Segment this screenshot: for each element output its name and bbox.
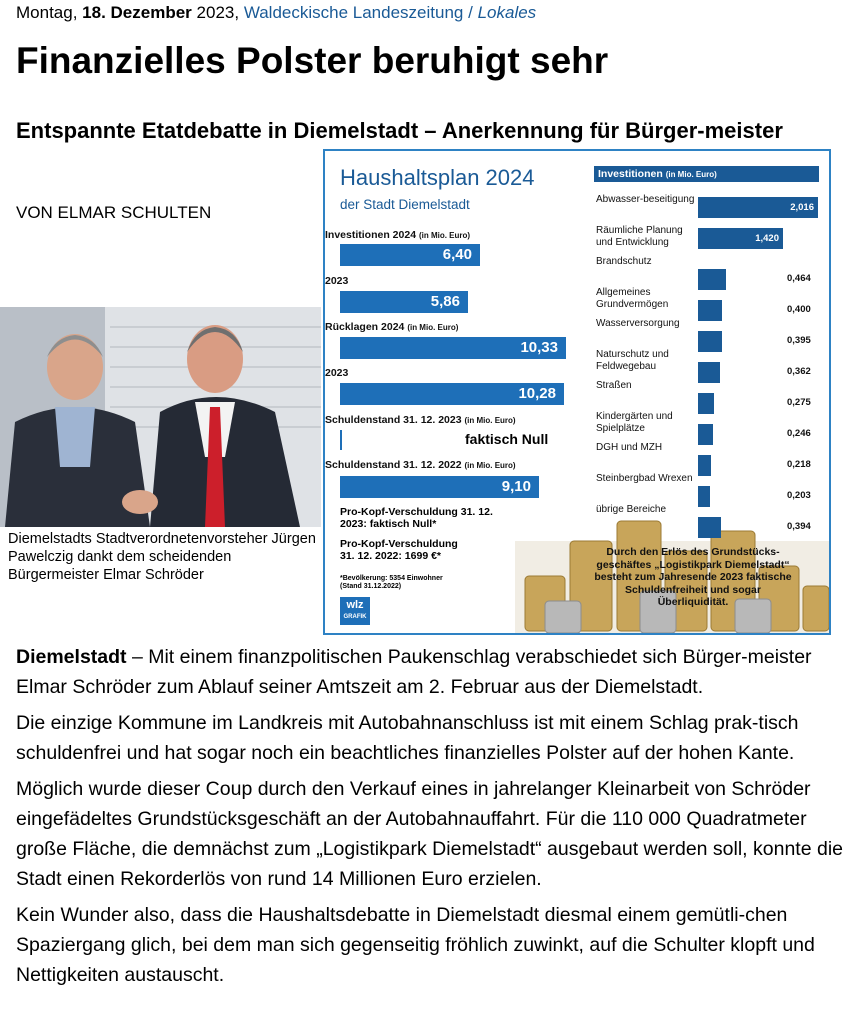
investment-category-label: DGH und MZH (596, 442, 663, 453)
graphic-subtitle: der Stadt Diemelstadt (340, 197, 470, 212)
dateline (16, 3, 536, 23)
label-ruecklagen-2023: 2023 (325, 367, 349, 379)
investment-value-label: 0,394 (787, 521, 811, 532)
investment-category-label: Naturschutz und Feldwegebau (596, 349, 669, 372)
investment-value-label: 0,275 (787, 397, 811, 408)
headline: Finanzielles Polster beruhigt sehr (16, 40, 609, 81)
dateline-weekday: Montag, (16, 3, 78, 22)
label-ruecklagen-2024: Rücklagen 2024 (in Mio. Euro) (325, 321, 459, 333)
investment-value-label: 0,246 (787, 428, 811, 439)
bar-ruecklagen-2024: 10,33 (340, 337, 566, 359)
article-paragraph-3: Möglich wurde dieser Coup durch den Verkauf eines in jahrelanger Kleinarbeit von Schröder eingefädeltes Grundstücksgeschäft an der Autobahnauffahrt. Für die 110 000 Quadratmeter große Fläche, die demnächst zum „Logistikpark Diemelstadt“ ausgebaut werden soll, konnte die Stadt einen Rekorderlös von rund 14 Millionen Euro erzielen. (16, 778, 844, 890)
population-footnote: *Bevölkerung: 5354 Einwohner (Stand 31.12.2022) (340, 575, 443, 590)
investment-bar (698, 331, 722, 352)
investment-bar (698, 269, 726, 290)
label-investitionen-2023: 2023 (325, 275, 349, 287)
investment-category-label: übrige Bereiche (596, 504, 667, 515)
newspaper-link[interactable]: Waldeckische Landeszeitung (243, 3, 464, 22)
label-investitionen-2024: Investitionen 2024 (in Mio. Euro) (325, 229, 471, 241)
investment-value-label: 0,362 (787, 366, 811, 377)
lead-text: – Mit einem finanzpolitischen Paukenschlag verabschiedet sich Bürger-meister Elmar Schröder zum Ablauf seiner Amtszeit am 2. Februar aus der Diemelstadt. (16, 646, 812, 698)
subtitle: Entspannte Etatdebatte in Diemelstadt – Anerkennung für Bürger-meister (16, 118, 783, 143)
article-paragraph-2: Die einzige Kommune im Landkreis mit Autobahnanschluss ist mit einem Schlag prak-tisch schuldenfrei und hat sogar noch ein beachtliches finanzielles Polster auf der hohen Kante. (16, 712, 799, 764)
section-link[interactable]: Lokales (477, 3, 537, 22)
photo-illustration (0, 307, 321, 527)
coins-note: Durch den Erlös des Grundstücks-geschäftes „Logistikpark Diemelstadt“ besteht zum Jahresende 2023 faktische Schuldenfreiheit und sogar Überliquidität. (594, 546, 792, 608)
investment-category-label: Allgemeines Grundvermögen (596, 287, 669, 310)
investment-category-label: Straßen (596, 380, 632, 391)
investment-value-label: 0,400 (787, 304, 811, 315)
wlz-logo: wlz GRAFIK (340, 597, 370, 625)
investment-bar (698, 362, 720, 383)
investment-category-label: Wasserversorgung (596, 318, 680, 329)
bar-ruecklagen-2023: 10,28 (340, 383, 564, 405)
dateline-separator: / (468, 3, 473, 22)
author-byline: VON ELMAR SCHULTEN (16, 203, 212, 222)
lead-place: Diemelstadt (16, 646, 127, 668)
bar-investitionen-2024: 6,40 (340, 244, 480, 266)
investment-category-label: Brandschutz (596, 256, 652, 267)
value-schuldenstand-2023: faktisch Null (465, 431, 549, 447)
investment-bar (698, 517, 721, 538)
investment-category-label: Räumliche Planung und Entwicklung (596, 225, 683, 248)
investment-value-label: 0,464 (787, 273, 811, 284)
investment-value-label: 0,203 (787, 490, 811, 501)
label-schuldenstand-2023: Schuldenstand 31. 12. 2023 (in Mio. Euro) (325, 414, 516, 426)
article-paragraph-1 (16, 642, 854, 702)
graphic-title: Haushaltsplan 2024 (340, 165, 535, 190)
investment-category-label: Steinbergbad Wrexen (596, 473, 693, 484)
budget-infographic (323, 149, 831, 635)
bar-schuldenstand-2022: 9,10 (340, 476, 539, 498)
per-capita-2022: Pro-Kopf-Verschuldung 31. 12. 2022: 1699 €* (340, 538, 458, 562)
bar-schuldenstand-2023 (340, 430, 342, 450)
dateline-year: 2023, (196, 3, 240, 22)
investment-category-label: Abwasser-beseitigung (596, 194, 695, 205)
article-photo[interactable] (0, 307, 321, 527)
investment-bar (698, 455, 711, 476)
bar-investitionen-2023: 5,86 (340, 291, 468, 313)
photo-caption: Diemelstadts Stadtverordnetenvorsteher Jürgen Pawelczig dankt dem scheidenden Bürgermeister Elmar Schröder (8, 531, 316, 583)
article-body (16, 642, 854, 996)
investment-value-label: 0,395 (787, 335, 811, 346)
investment-bar (698, 486, 710, 507)
investment-bar-with-label: 2,016 (698, 197, 818, 218)
investment-category-label: Kindergärten und Spielplätze (596, 411, 673, 434)
label-schuldenstand-2022: Schuldenstand 31. 12. 2022 (in Mio. Euro) (325, 459, 516, 471)
dateline-date: 18. Dezember (82, 3, 192, 22)
per-capita-2023: Pro-Kopf-Verschuldung 31. 12. 2023: faktisch Null* (340, 506, 493, 530)
investments-chart-title: Investitionen (in Mio. Euro) (594, 166, 819, 182)
investment-bar (698, 424, 713, 445)
investment-bar (698, 393, 714, 414)
investment-bar (698, 300, 722, 321)
article-paragraph-4: Kein Wunder also, dass die Haushaltsdebatte in Diemelstadt diesmal einem gemütli-chen Spaziergang glich, bei dem man sich gegenseitig fröhlich zuwinkt, auf die Schulter klopft und Nettigkeiten austauscht. (16, 904, 815, 986)
investment-bar-with-label: 1,420 (698, 228, 783, 249)
investment-value-label: 0,218 (787, 459, 811, 470)
